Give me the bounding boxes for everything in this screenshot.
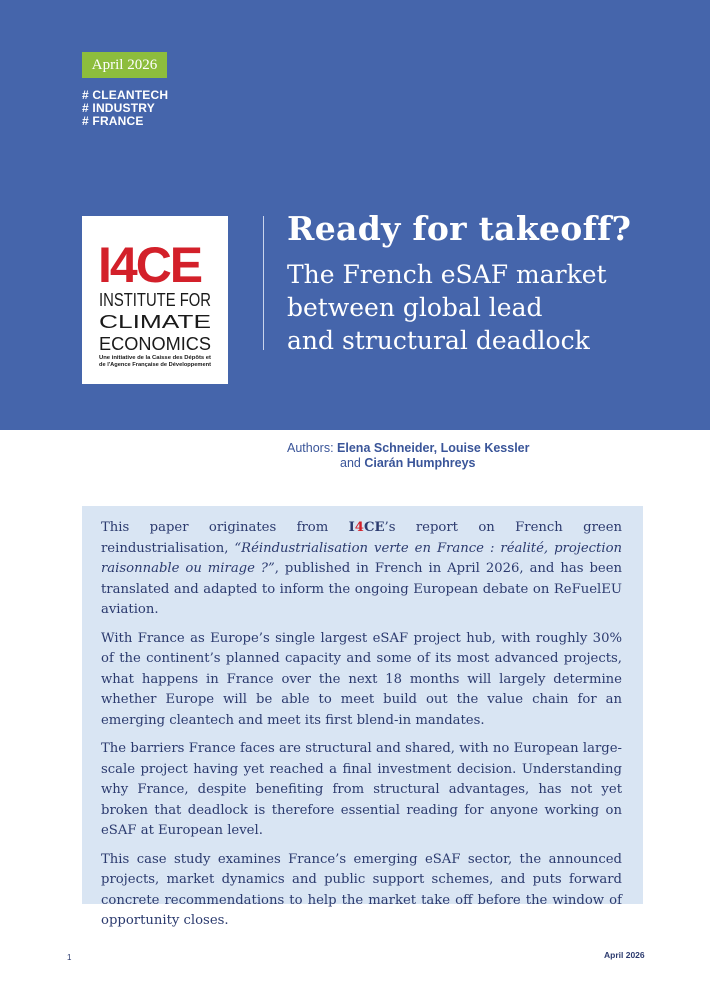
abstract-paragraph-4: This case study examines France’s emerging eSAF sector, the announced projects, market dynamics and public support schemes, and puts forward concrete recommendations to help the market take off before the window of opportunity closes.: [101, 851, 622, 928]
subtitle-line: and structural deadlock: [287, 326, 590, 355]
date-badge: April 2026: [82, 52, 167, 78]
abstract-paragraph-2: With France as Europe’s single largest eSAF project hub, with roughly 30% of the continent’s planned capacity and some of its most advanced projects, what happens in France over the next 18 months will largely determine whether Europe will be able to meet build out the value chain for an emerging cleantech and meet its first blend-in mandates.: [101, 630, 622, 728]
logo-mark: I4CE: [98, 237, 202, 293]
abstract-text: [101, 518, 622, 940]
authors-and: and: [340, 456, 361, 470]
logo-tagline-2: de l'Agence Française de Développement: [99, 362, 212, 368]
footer-date: April 2026: [604, 950, 645, 960]
authors-label: Authors:: [287, 441, 334, 455]
french-report-title: “Réindustrialisation verte en France : réalité, projection raisonnable ou mirage ?”: [101, 540, 623, 576]
tag-list: [82, 89, 168, 128]
tag-france[interactable]: # FRANCE: [82, 114, 144, 128]
i4ce-inline-name: I4CE: [348, 520, 385, 535]
tag-cleantech[interactable]: # CLEANTECH: [82, 88, 169, 102]
page-subtitle: [287, 258, 687, 357]
authors-names-1: Elena Schneider, Louise Kessler: [337, 441, 530, 455]
i4ce-logo: [82, 216, 228, 384]
abstract-paragraph-3: The barriers France faces are structural and shared, with no European large-scale project having yet reached a final investment decision. Understanding why France, despite benefiting from structural advantages, has not yet broken that deadlock is therefore essential reading for anyone working on eSAF at European level.: [101, 741, 622, 838]
subtitle-line: The French eSAF market: [287, 260, 607, 289]
page-number: 1: [67, 953, 72, 962]
logo-line-institute: INSTITUTE FOR: [99, 290, 211, 310]
subtitle-line: between global lead: [287, 293, 543, 322]
page-title: Ready for takeoff?: [287, 209, 632, 248]
title-divider: [263, 216, 264, 350]
logo-line-climate: CLIMATE: [99, 312, 211, 332]
abstract-box: [82, 506, 643, 928]
authors-names-2: Ciarán Humphreys: [364, 456, 476, 470]
logo-line-economics: ECONOMICS: [99, 334, 211, 354]
abstract-paragraph-1: This paper originates from I4CE’s report on French green reindustrialisation, “Réindustrialisation verte en France : réalité, projection raisonnable ou mirage ?”, published in French in April 2026, and has been translated and adapted to inform the ongoing European debate on ReFuelEU aviation.: [101, 520, 623, 617]
i4ce-logo-graphic: [82, 216, 228, 384]
cover-hero: [0, 0, 710, 430]
authors-block: [287, 441, 530, 471]
tag-industry[interactable]: # INDUSTRY: [82, 101, 155, 115]
logo-tagline-1: Une initiative de la Caisse des Dépôts et: [99, 355, 212, 361]
